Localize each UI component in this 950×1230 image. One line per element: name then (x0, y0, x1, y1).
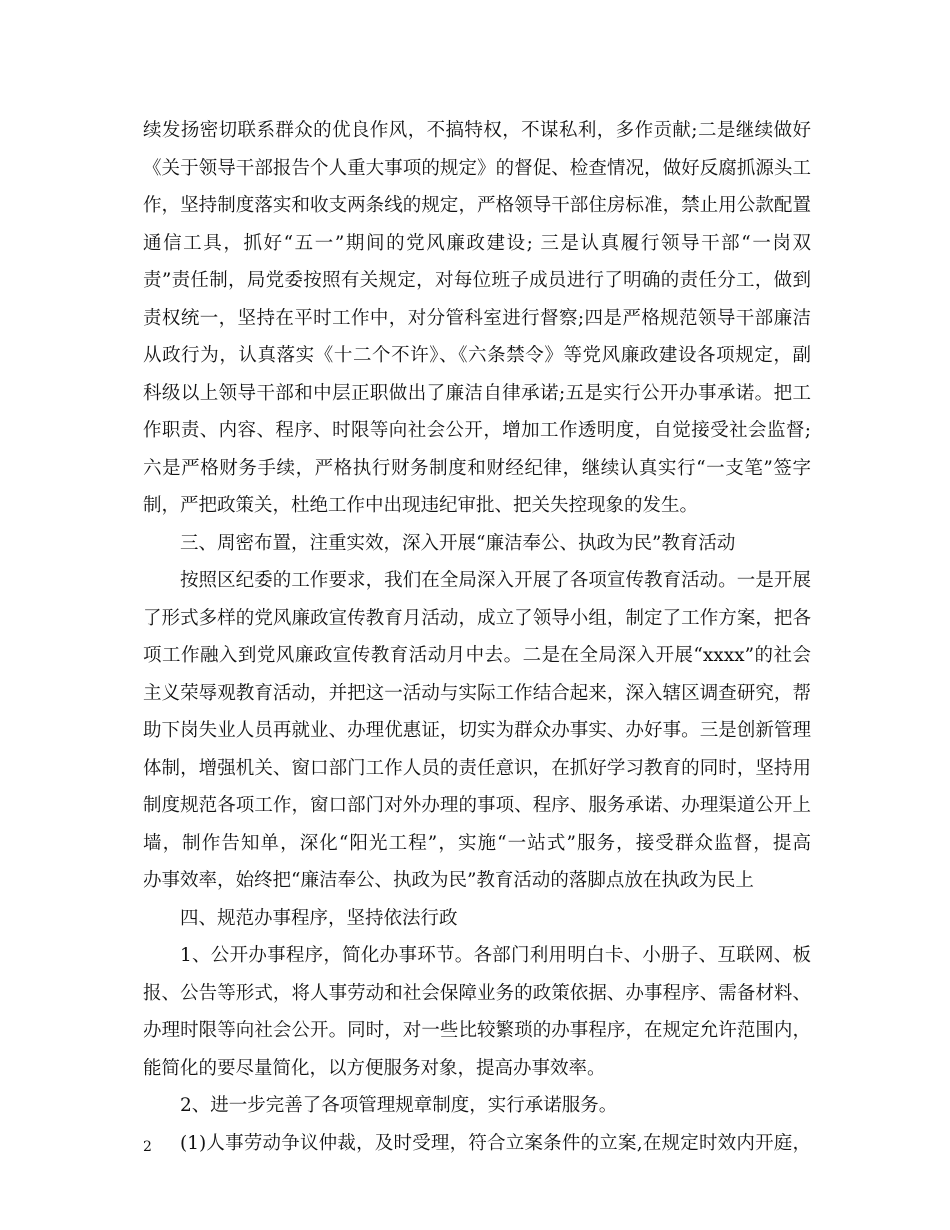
text-line: 1、公开办事程序，简化办事环节。各部门利用明白卡、小册子、互联网、板 (180, 945, 811, 966)
text-line: 通信工具，抓好“五一”期间的党风廉政建设; 三是认真履行领导干部“一岗双 (143, 232, 811, 254)
text-line: 责权统一，坚持在平时工作中，对分管科室进行督察;四是严格规范领导干部廉洁 (143, 307, 811, 329)
text-line: 制度规范各项工作，窗口部门对外办理的事项、程序、服务承诺、办理渠道公开上 (143, 795, 811, 816)
text-line: 体制，增强机关、窗口部门工作人员的责任意识，在抓好学习教育的同时，坚持用 (143, 757, 811, 779)
text-line: 了形式多样的党风廉政宣传教育月活动，成立了领导小组，制定了工作方案，把各 (143, 607, 811, 629)
text-line: 助下岗失业人员再就业、办理优惠证，切实为群众办事实、办好事。三是创新管理 (143, 720, 811, 741)
text-line: 项工作融入到党风廉政宣传教育活动月中去。二是在全局深入开展“xxxx”的社会 (143, 645, 811, 666)
text-line: 责”责任制，局党委按照有关规定，对每位班子成员进行了明确的责任分工，做到 (143, 270, 811, 291)
text-line: 作职责、内容、程序、时限等向社会公开，增加工作透明度，自觉接受社会监督; (143, 420, 811, 441)
text-line: 办事效率，始终把“廉洁奉公、执政为民”教育活动的落脚点放在执政为民上 (143, 870, 754, 891)
text-line: 从政行为，认真落实《十二个不许》、《六条禁令》等党风廉政建设各项规定，副 (143, 345, 811, 366)
text-line: 能简化的要尽量简化，以方便服务对象，提高办事效率。 (143, 1057, 606, 1079)
text-line: 报、公告等形式，将人事劳动和社会保障业务的政策依据、办事程序、需备材料、 (143, 982, 811, 1004)
text-line: 墙，制作告知单，深化“阳光工程”，实施“一站式”服务，接受群众监督，提高 (143, 832, 811, 854)
text-line: 六是严格财务手续，严格执行财务制度和财经纪律，继续认真实行“一支笔”签字 (143, 457, 811, 479)
text-line: 按照区纪委的工作要求，我们在全局深入开展了各项宣传教育活动。一是开展 (180, 570, 811, 591)
text-line: 2、进一步完善了各项管理规章制度，实行承诺服务。 (180, 1095, 618, 1116)
text-line: 主义荣辱观教育活动，并把这一活动与实际工作结合起来，深入辖区调查研究，帮 (143, 682, 811, 704)
text-line: 作，坚持制度落实和收支两条线的规定，严格领导干部住房标准，禁止用公款配置 (143, 195, 811, 216)
section-heading: 三、周密布置，注重实效，深入开展“廉洁奉公、执政为民”教育活动 (180, 532, 736, 554)
text-line: (1)人事劳动争议仲裁，及时受理，符合立案条件的立案,在规定时效内开庭， (180, 1132, 811, 1154)
text-line: 科级以上领导干部和中层正职做出了廉洁自律承诺;五是实行公开办事承诺。把工 (143, 382, 811, 404)
text-line: 办理时限等向社会公开。同时，对一些比较繁琐的办事程序，在规定允许范围内， (143, 1020, 811, 1041)
page-number: 2 (143, 1139, 152, 1155)
text-line: 制，严把政策关，杜绝工作中出现违纪审批、把关失控现象的发生。 (143, 495, 699, 516)
document-body (143, 112, 811, 1162)
section-heading: 四、规范办事程序，坚持依法行政 (180, 907, 458, 929)
text-line: 续发扬密切联系群众的优良作风，不搞特权，不谋私利，多作贡献;二是继续做好 (143, 120, 811, 141)
text-line: 《关于领导干部报告个人重大事项的规定》的督促、检查情况，做好反腐抓源头工 (143, 157, 811, 179)
